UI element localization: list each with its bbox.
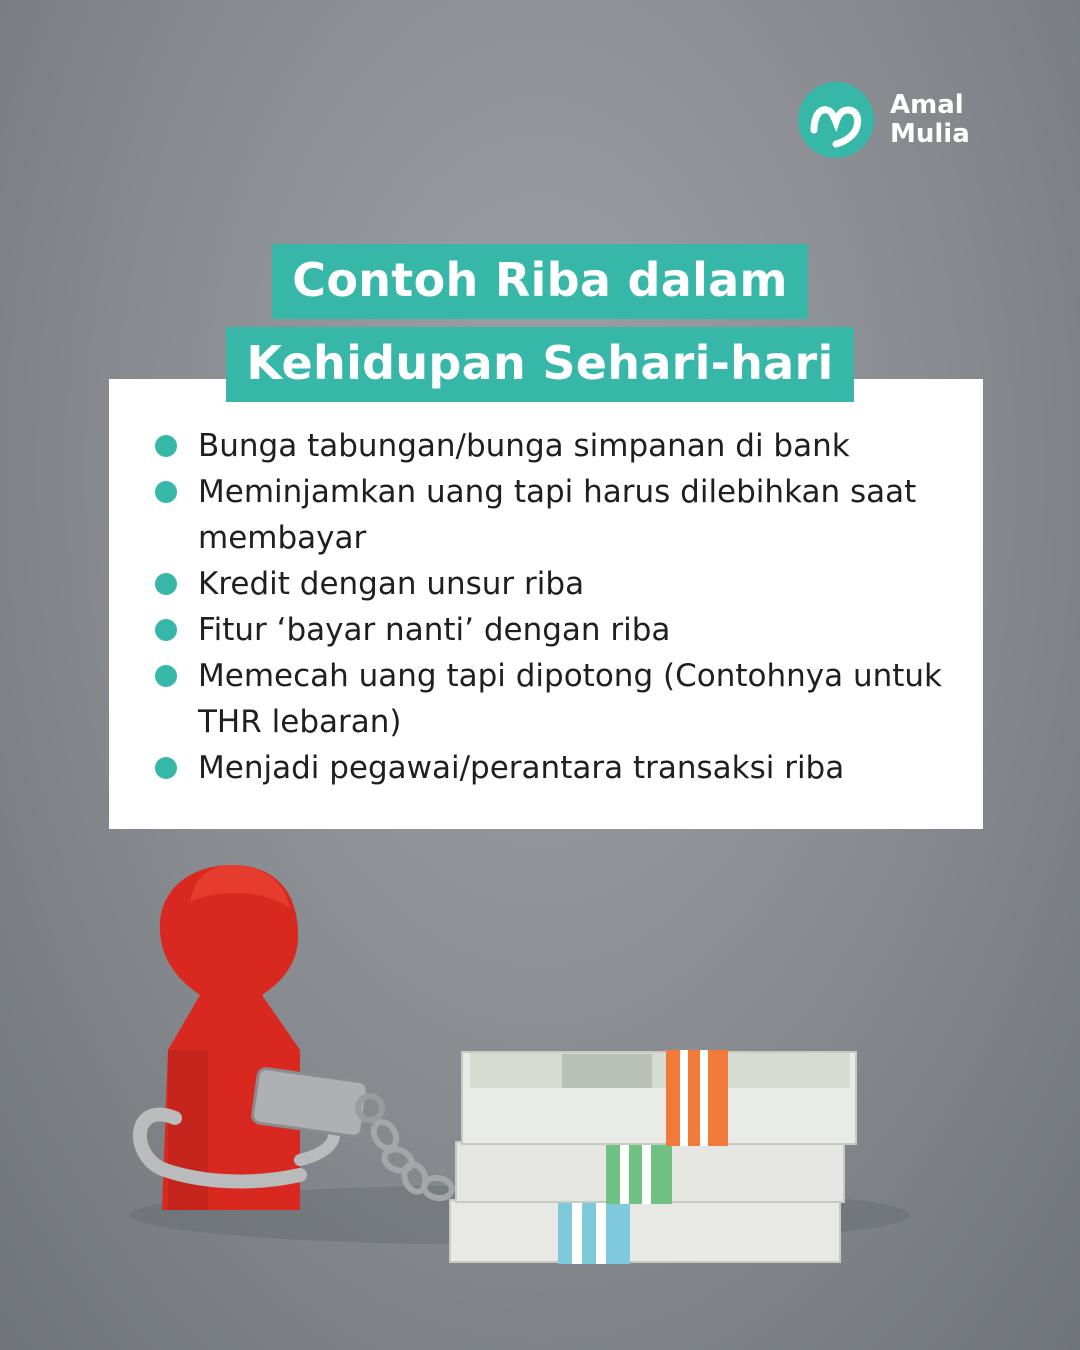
red-figure-icon xyxy=(160,865,300,1210)
bullet-dot-icon xyxy=(155,573,177,595)
list-item-text: Menjadi pegawai/perantara transaksi riba xyxy=(198,750,845,786)
list-item-text: Memecah uang tapi dipotong (Contohnya untuk THR lebaran) xyxy=(198,658,942,740)
bullet-dot-icon xyxy=(155,619,177,641)
bullet-dot-icon xyxy=(155,665,177,687)
bullet-dot-icon xyxy=(155,435,177,457)
list-item xyxy=(109,469,983,561)
list-item-text: Fitur ‘bayar nanti’ dengan riba xyxy=(198,612,671,648)
brand-name xyxy=(890,91,970,149)
brand-name-line1: Amal xyxy=(890,90,964,120)
brand-logo xyxy=(796,80,970,160)
title-line-1: Contoh Riba dalam xyxy=(272,244,807,319)
list-item xyxy=(109,745,983,791)
heart-m-logo-icon xyxy=(796,80,876,160)
list-item xyxy=(109,607,983,653)
title-line-2: Kehidupan Sehari-hari xyxy=(226,327,853,402)
list-item-text: Kredit dengan unsur riba xyxy=(198,566,585,602)
bullet-dot-icon xyxy=(155,757,177,779)
photo-illustration xyxy=(0,830,1080,1350)
list-item xyxy=(109,561,983,607)
list-item xyxy=(109,423,983,469)
page-title xyxy=(0,244,1080,402)
list-item xyxy=(109,653,983,745)
bullet-dot-icon xyxy=(155,481,177,503)
money-stack-icon xyxy=(450,1050,856,1264)
brand-name-line2: Mulia xyxy=(890,119,970,149)
list-item-text: Meminjamkan uang tapi harus dilebihkan saat membayar xyxy=(198,474,917,556)
riba-example-list xyxy=(109,423,983,791)
list-item-text: Bunga tabungan/bunga simpanan di bank xyxy=(198,428,850,464)
